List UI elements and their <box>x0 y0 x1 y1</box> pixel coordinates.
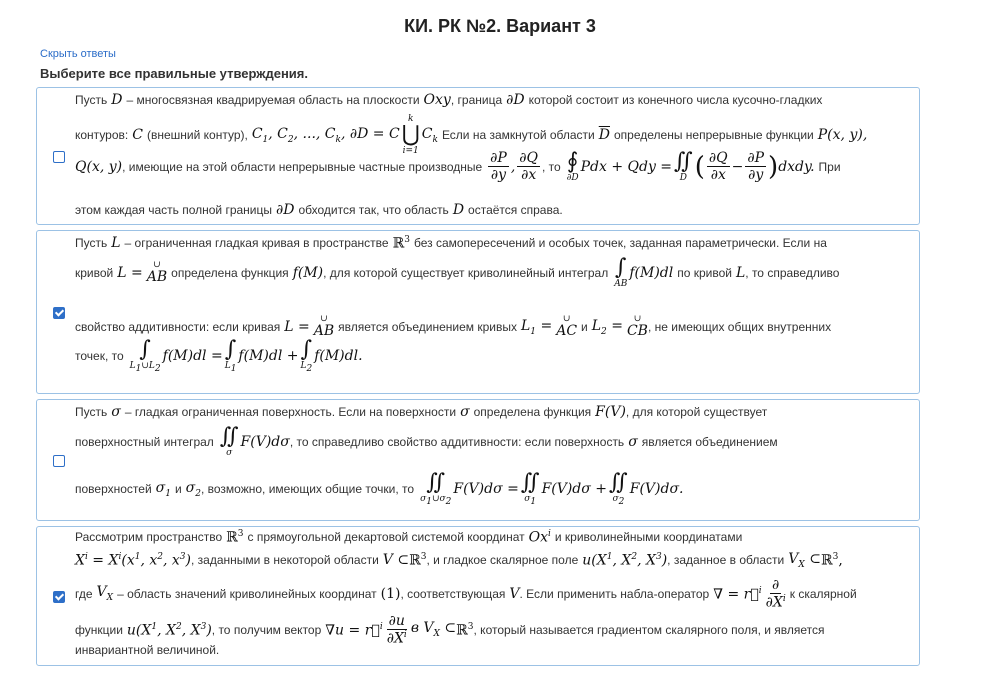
option-1-line-2: контуров: C (внешний контур), $C_1$, $C_2$, ..., $C_k$, ∂D = C k ⋃ i=1 $C_k$ Если на замкнутой области $\overline{D}$ определены непрерывные функции P(x, y), <box>75 114 868 156</box>
option-2-checkbox[interactable] <box>53 307 65 319</box>
option-1-text: обходится так, что область <box>298 203 449 217</box>
option-4-text: где <box>75 586 93 601</box>
option-4-text: , и гладкое скалярное поле <box>426 553 579 568</box>
option-2-line-2: кривой L = ∪ AB определена функция f(M) , для которой существует криволинейный интеграл ∫ AB f(M)dl по кривой L , то справедливо <box>75 255 840 289</box>
option-1-text: , граница <box>450 93 503 107</box>
option-1-text: этом каждая часть полной границы <box>75 203 273 217</box>
option-4-line-1: Рассмотрим пространство ℝ$^3$ с прямоугольной декартовой системой координат Ox$^i$ и криволинейными координатами <box>75 529 743 546</box>
option-1-text: Пусть <box>75 93 108 107</box>
option-2-text: свойство аддитивности: если кривая <box>75 320 281 334</box>
option-4-text: , который называется градиентом скалярного поля, и является <box>473 622 825 637</box>
option-3-text: определена функция <box>473 405 592 419</box>
option-2-text: , для которой существует криволинейный интеграл <box>323 266 609 280</box>
option-2-line-3: свойство аддитивности: если кривая L = ∪ AB является объединением кривых $L_1$ = ∪ AC и $L_2$ = ∪ CB , не имеющих общих внутренних <box>75 314 832 339</box>
option-4-text: . Если применить набла-оператор <box>519 586 710 601</box>
option-1-text: которой состоит из конечного числа кусочно-гладких <box>528 93 823 107</box>
option-3-text: Пусть <box>75 405 108 419</box>
option-4-line-4: функции $u(X^1$, $X^2$, $X^3$) , то получим вектор ∇u = r⃗$^i$ $\frac{\partial u}{\partial X^i}$ в $V_X$ ⊂ ℝ$^3$ , который называется градиентом скалярного поля, и является <box>75 613 825 647</box>
option-4-text: с прямоугольной декартовой системой координат <box>247 530 525 545</box>
option-4-line-3: где $V_X$ – область значений криволинейных координат (1) , соответствующая V . Если применить набла-оператор ∇ = r⃗$^i$ $\frac{\partial}{\partial X^i}$ к скалярной <box>75 577 857 611</box>
option-4-text: , заданными в некоторой области <box>190 553 379 568</box>
answer-option-2[interactable] <box>36 230 920 394</box>
option-1-line-4: этом каждая часть полной границы ∂D обходится так, что область D остаётся справа. <box>75 202 563 218</box>
option-4-text: и криволинейными координатами <box>554 530 743 545</box>
option-3-text: поверхностей <box>75 482 152 497</box>
option-1-text: Если на замкнутой области <box>441 128 595 142</box>
option-2-text: – ограниченная гладкая кривая в пространстве <box>124 236 389 251</box>
option-4-text: , заданное в области <box>667 553 785 568</box>
option-3-text: является объединением <box>641 435 778 449</box>
option-1-text: При <box>818 159 841 174</box>
answer-option-1[interactable] <box>36 87 920 225</box>
option-4-text: инвариантной величиной. <box>75 643 220 657</box>
option-4-text: , то получим вектор <box>211 622 322 637</box>
option-3-line-1: Пусть σ – гладкая ограниченная поверхность. Если на поверхности σ определена функция F(V) , для которой существует <box>75 404 768 420</box>
option-4-text: Рассмотрим пространство <box>75 530 223 545</box>
option-3-line-3: поверхностей $\sigma_1$ и $\sigma_2$ , возможно, имеющих общие точки, то ∬ $\sigma_1\cup\sigma_2$ F(V)dσ = ∬ $\sigma_1$ F(V)dσ + ∬ $\sigma_2$ F(V)dσ. <box>75 470 684 507</box>
option-2-text: Пусть <box>75 236 108 251</box>
option-4-text: , соответствующая <box>400 586 506 601</box>
option-1-text: определены непрерывные функции <box>613 128 814 142</box>
option-1-checkbox[interactable] <box>53 151 65 163</box>
option-4-text: функции <box>75 622 123 637</box>
option-1-text: остаётся справа. <box>468 203 563 217</box>
option-3-text: , то справедливо свойство аддитивности: если поверхность <box>289 435 625 449</box>
option-2-text: и <box>581 320 588 334</box>
option-4-text: к скалярной <box>789 586 857 601</box>
option-4-text: – область значений криволинейных координат <box>117 586 377 601</box>
option-4-line-5 <box>75 643 219 657</box>
option-2-text: , то справедливо <box>745 266 840 280</box>
option-2-text: определена функция <box>171 266 289 280</box>
option-3-line-2: поверхностный интеграл ∬ σ F(V)dσ , то справедливо свойство аддитивности: если поверхность σ является объединением <box>75 424 778 458</box>
option-1-text: – многосвязная квадрируемая область на плоскости <box>126 93 420 107</box>
option-1-text: (внешний контур), <box>146 128 248 142</box>
answer-option-3[interactable] <box>36 399 920 521</box>
option-1-text: , то <box>542 159 561 174</box>
option-3-text: поверхностный интеграл <box>75 435 214 449</box>
option-2-text: без самопересечений и особых точек, заданная параметрически. Если на <box>413 236 827 251</box>
option-2-line-1: Пусть L – ограниченная гладкая кривая в пространстве ℝ$^3$ без самопересечений и особых точек, заданная параметрически. Если на <box>75 235 827 252</box>
option-2-line-4: точек, то ∫ $L_1\cup L_2$ f(M)dl = ∫ $L_1$ f(M)dl + ∫ $L_2$ f(M)dl. <box>75 337 363 374</box>
hide-answers-link[interactable]: Скрыть ответы <box>40 48 116 60</box>
option-3-text: , возможно, имеющих общие точки, то <box>200 482 415 497</box>
option-4-checkbox[interactable] <box>53 591 65 603</box>
option-2-text: по кривой <box>677 266 732 280</box>
option-3-text: и <box>174 482 182 497</box>
option-2-text: кривой <box>75 266 114 280</box>
question-instruction: Выберите все правильные утверждения. <box>40 66 308 81</box>
answer-option-4[interactable] <box>36 526 920 666</box>
page-title: КИ. РК №2. Вариант 3 <box>404 16 596 36</box>
option-1-line-1: Пусть D – многосвязная квадрируемая область на плоскости Oxy , граница ∂D которой состоит из конечного числа кусочно-гладких <box>75 92 823 108</box>
option-3-checkbox[interactable] <box>53 455 65 467</box>
option-2-text: точек, то <box>75 349 124 364</box>
option-3-text: – гладкая ограниченная поверхность. Если на поверхности <box>124 405 457 419</box>
option-4-line-2: $X^i = X^i(x^1$, $x^2$, $x^3$) , заданными в некоторой области V ⊂ ℝ$^3$ , и гладкое скалярное поле $u(X^1$, $X^2$, $X^3$) , заданное в области $V_X$ ⊂ ℝ$^3$, <box>75 551 843 570</box>
option-1-line-3: Q(x, y) , имеющие на этой области непрерывные частные производные $\frac{\partial P}{\partial y}$ , $\frac{\partial Q}{\partial x}$ , то ∮ ∂D Pdx + Qdy = ∬ D ( $\frac{\partial Q}{\partial x}$ − $\frac{\partial P}{\partial y}$ ) dxdy. При <box>75 148 841 183</box>
option-3-text: , для которой существует <box>625 405 768 419</box>
option-2-text: является объединением кривых <box>338 320 517 334</box>
option-2-text: , не имеющих общих внутренних <box>647 320 832 334</box>
option-1-text: контуров: <box>75 128 129 142</box>
option-1-text: , имеющие на этой области непрерывные частные производные <box>122 159 483 174</box>
